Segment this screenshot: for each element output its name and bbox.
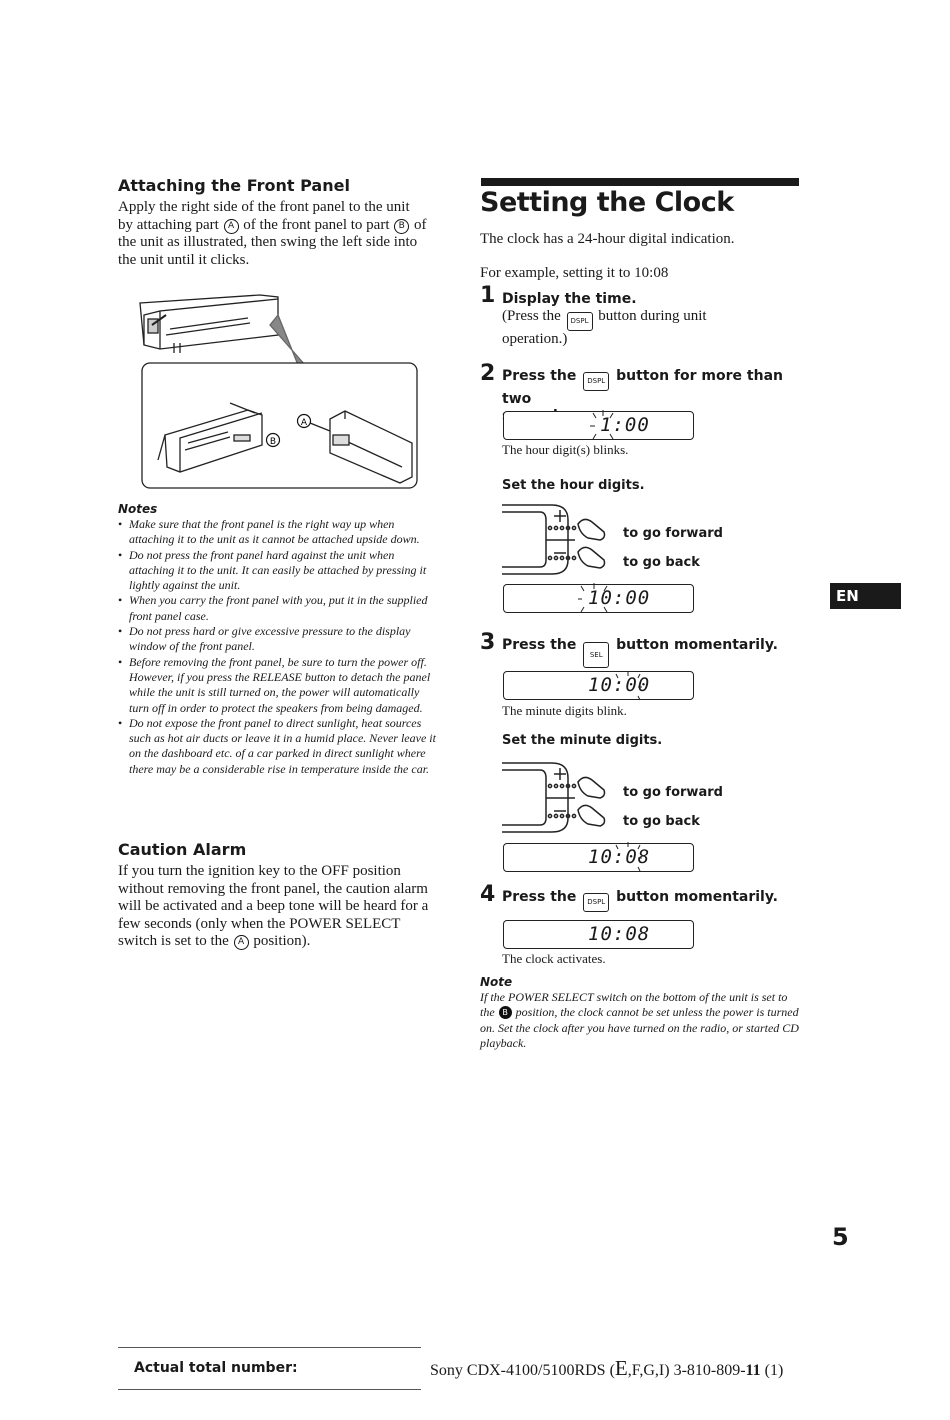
step-1-sub	[502, 308, 802, 349]
step-3-title-2: button momentarily.	[616, 637, 778, 653]
plus-minus-dial-icon	[500, 760, 615, 838]
step-4-title-2: button momentarily.	[616, 889, 778, 905]
blink-icon	[608, 670, 644, 704]
footer-langs: ,F,G,I) 3-810-809-	[627, 1362, 746, 1379]
step-3-title	[502, 637, 812, 668]
step-4-number: 4	[480, 882, 496, 907]
plus-minus-dial-icon	[500, 502, 615, 580]
attach-text-3: of the unit as illustrated, then swing the left side into the unit until it clicks.	[118, 216, 427, 268]
page-number: 5	[832, 1223, 849, 1251]
lcd-digits: 10:00	[588, 587, 651, 609]
attach-paragraph	[118, 199, 428, 269]
step-2-set-label: Set the hour digits.	[502, 478, 645, 493]
footer-suffix: (1)	[760, 1362, 784, 1379]
step-1-sub-2: button during unit	[598, 308, 707, 324]
dspl-button-icon: DSPL	[567, 312, 593, 331]
notes-item: • When you carry the front panel with you, put it in the supplied front panel case.	[118, 593, 440, 624]
step-4-title	[502, 889, 812, 912]
step-4-title-1: Press the	[502, 889, 577, 905]
blink-icon	[608, 841, 644, 875]
footer-label: Actual total number:	[134, 1360, 298, 1376]
step-2-title-1: Press the	[502, 368, 577, 384]
lcd-digits: 10:00	[588, 674, 651, 696]
page-title: Setting the Clock	[480, 187, 734, 218]
step-2-title-2: button for more than two	[502, 368, 783, 407]
lcd-digits: 10:08	[588, 846, 651, 868]
footer-rule-bottom	[118, 1389, 421, 1390]
lcd-digits: 10:08	[588, 923, 651, 945]
step-2-forward: to go forward	[623, 526, 723, 541]
illus-marker-a: A	[300, 418, 308, 428]
lcd-display	[503, 920, 694, 949]
step-2-back: to go back	[623, 555, 700, 570]
front-panel-illustration	[130, 285, 425, 495]
blink-icon	[576, 582, 612, 616]
marker-a-icon: A	[234, 935, 249, 950]
sel-button-icon: SEL	[583, 642, 609, 668]
step-2-number: 2	[480, 361, 496, 386]
lcd-digits: 1:00	[600, 414, 650, 436]
footer-big-e: E	[614, 1356, 628, 1380]
step-3-forward: to go forward	[623, 785, 723, 800]
step-1-sub-1: (Press the	[502, 308, 561, 324]
notes-item: • Before removing the front panel, be sure to turn the power off. However, if you press the RELEASE button to detach the panel while the unit is still turned on, the power will automatically turn off in order to protect the speakers from being damaged.	[118, 655, 440, 716]
dspl-button-icon: DSPL	[583, 893, 609, 912]
note-text-2: position, the clock cannot be set unless the power is turned on. Set the clock after you have turned on the radio, or started CD playback.	[480, 1005, 799, 1050]
step-3-number: 3	[480, 630, 496, 655]
step-1-number: 1	[480, 283, 496, 308]
notes-item: • Make sure that the front panel is the right way up when attaching it to the unit as it cannot be attached upside down.	[118, 517, 440, 548]
caution-paragraph	[118, 863, 440, 951]
step-3-caption: The minute digits blink.	[502, 703, 627, 718]
footer-rule-top	[118, 1347, 421, 1348]
notes-title: Notes	[118, 502, 158, 516]
example-text: For example, setting it to 10:08	[480, 265, 669, 281]
notes-item: • Do not expose the front panel to direct sunlight, heat sources such as hot air ducts or leave it in a humid place. Never leave it on the dashboard etc. of a car parked in direct sunlight where there may be a considerable rise in temperature inside the car.	[118, 716, 440, 777]
language-tab: EN	[830, 583, 901, 609]
attach-heading: Attaching the Front Panel	[118, 176, 350, 195]
caution-heading: Caution Alarm	[118, 840, 247, 859]
notes-list	[118, 517, 440, 777]
attach-text-2: of the front panel to part	[243, 216, 390, 233]
caution-text-2: position).	[253, 933, 311, 949]
lcd-display	[503, 671, 694, 700]
footer-model-text: Sony CDX-4100/5100RDS (	[430, 1362, 615, 1379]
step-3-back: to go back	[623, 814, 700, 829]
footer-part-bold: 11	[745, 1362, 761, 1379]
footer-model	[430, 1356, 783, 1381]
dspl-button-icon: DSPL	[583, 372, 609, 391]
note-text-1: If the POWER SELECT switch on the bottom of the unit is set to the	[480, 990, 788, 1020]
marker-b-icon: B	[394, 219, 409, 234]
step-3-set-label: Set the minute digits.	[502, 733, 663, 748]
blink-icon	[588, 409, 618, 443]
step-2-caption: The hour digit(s) blinks.	[502, 442, 629, 457]
note-title: Note	[480, 975, 513, 989]
step-4-caption: The clock activates.	[502, 951, 606, 966]
step-1-title: Display the time.	[502, 291, 637, 307]
intro-text: The clock has a 24-hour digital indication.	[480, 231, 735, 247]
title-rule	[481, 178, 799, 186]
attach-text-1: Apply the right side of the front panel to the unit by attaching part	[118, 199, 410, 233]
notes-item: • Do not press hard or give excessive pressure to the display window of the front panel.	[118, 624, 440, 655]
marker-b-filled-icon: B	[499, 1006, 512, 1019]
step-1-sub-3: operation.)	[502, 331, 568, 347]
marker-a-icon: A	[224, 219, 239, 234]
illus-marker-b: B	[269, 437, 277, 447]
notes-item: • Do not press the front panel hard against the unit when attaching it to the unit. It can easily be attached by pressing it lightly against the unit.	[118, 548, 440, 594]
lcd-display	[503, 843, 694, 872]
caution-text-1: If you turn the ignition key to the OFF position without removing the front panel, the caution alarm will be activated and a beep tone will be heard for a few seconds (only when the POWER SELECT switch is set to the	[118, 863, 429, 949]
note-text	[480, 990, 802, 1051]
step-3-title-1: Press the	[502, 637, 577, 653]
